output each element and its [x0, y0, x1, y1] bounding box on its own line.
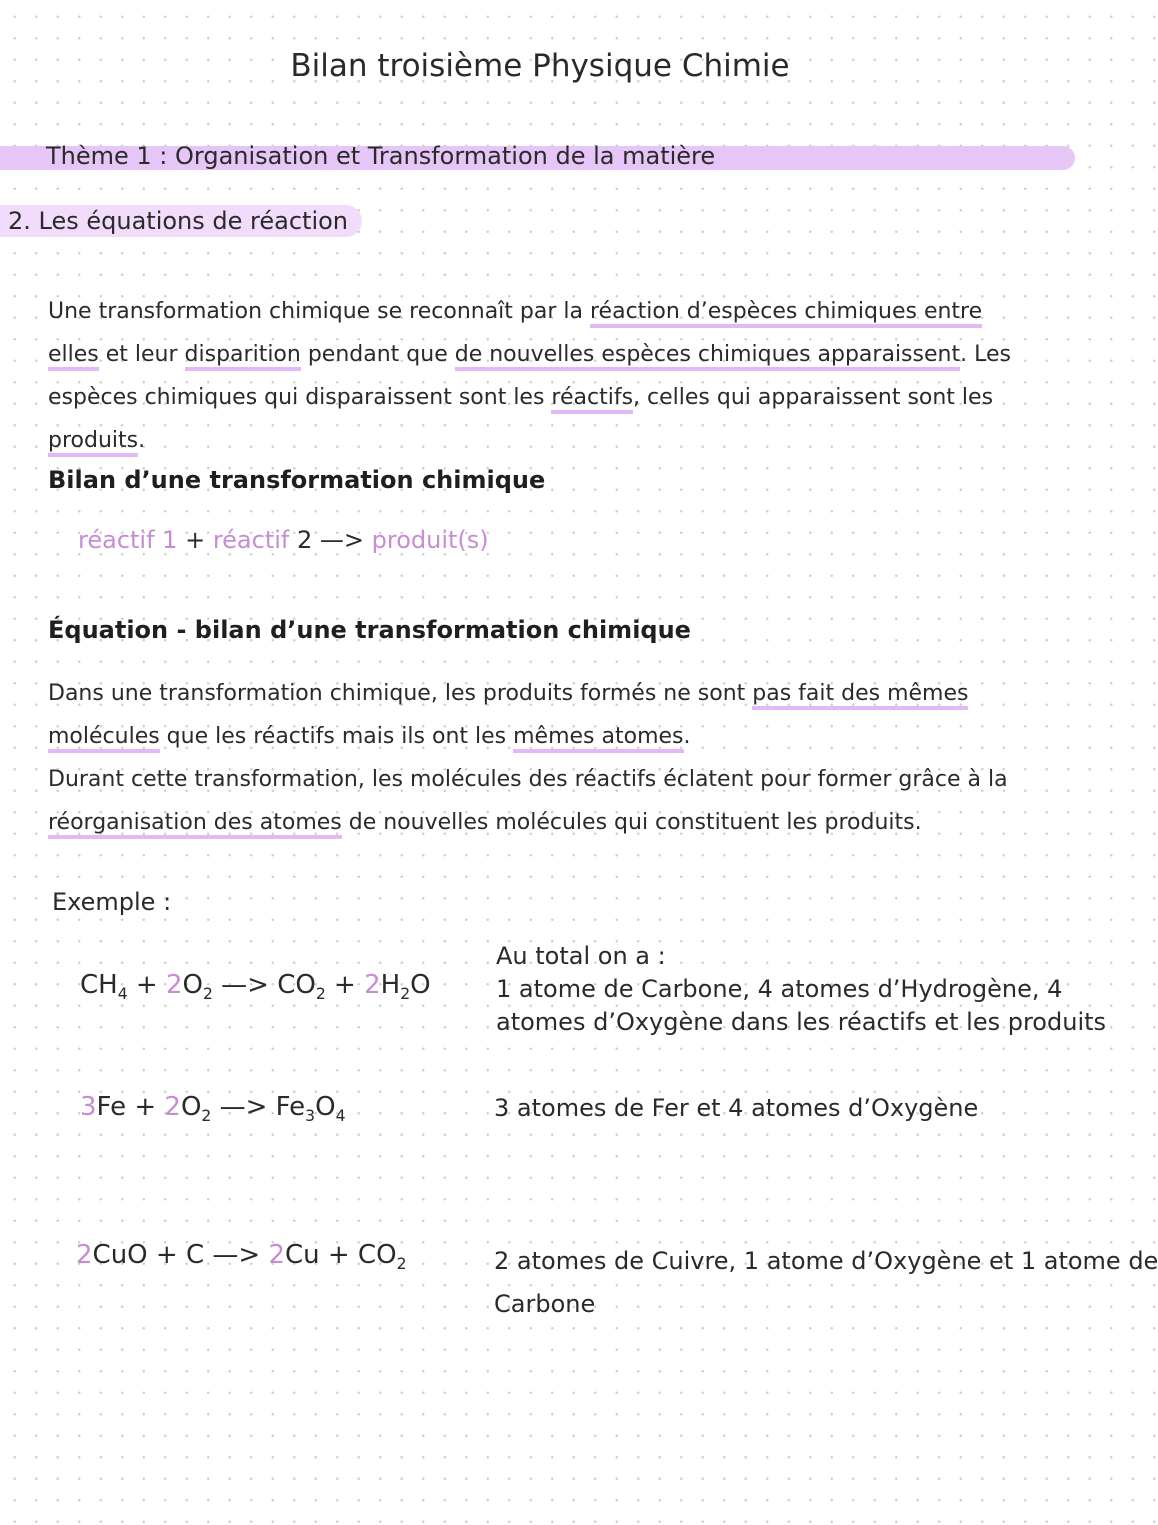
eq-part: O [182, 970, 203, 1000]
eq-highlight: réorganisation des atomes [48, 810, 342, 839]
example-equation-3 [76, 1240, 406, 1273]
intro-text: . [138, 428, 146, 453]
section-heading: 2. Les équations de réaction [0, 205, 362, 237]
page-title: Bilan troisième Physique Chimie [290, 48, 790, 84]
intro-highlight: réaction d’espèces chimiques entre elles [48, 299, 982, 371]
eq-subscript: 2 [201, 1107, 212, 1126]
theme-heading: Thème 1 : Organisation et Transformation de la matière [46, 142, 716, 170]
eq-highlight: pas fait des mêmes molécules [48, 681, 968, 753]
intro-text: , celles qui apparaissent sont les [633, 385, 994, 410]
reactif-2: réactif [212, 526, 290, 554]
reactif-1: réactif 1 [78, 526, 178, 554]
intro-text: pendant que [300, 342, 455, 367]
intro-highlight: produits [48, 428, 138, 457]
eq-part: CH [80, 970, 118, 1000]
intro-text: . Les espèces chimiques qui disparaissent sont les [48, 342, 1011, 410]
eq-text: de nouvelles molécules qui constituent les produits. [341, 810, 922, 835]
intro-highlight: réactifs [551, 385, 633, 414]
note-line: Au total on a : [496, 942, 666, 970]
eq-part: Fe + [96, 1092, 165, 1122]
eq-part: O [410, 970, 431, 1000]
eq-subscript: 4 [117, 985, 128, 1004]
eq-part: H [380, 970, 401, 1000]
example-note-2: 3 atomes de Fer et 4 atomes d’Oxygène [494, 1094, 979, 1122]
equation-paragraph-2 [48, 758, 1033, 844]
example-note-1 [496, 940, 1106, 1039]
intro-highlight: disparition [185, 342, 301, 371]
eq-coefficient: 2 [164, 1092, 181, 1122]
eq-part: + [127, 970, 166, 1000]
eq-highlight: mêmes atomes [513, 724, 683, 753]
eq-coefficient: 3 [80, 1092, 97, 1122]
intro-highlight: de nouvelles espèces chimiques apparaissent [455, 342, 960, 371]
note-line: atomes d’Oxygène dans les réactifs et les produits [496, 1008, 1107, 1036]
equation-paragraph-1 [48, 672, 1033, 758]
plus-sign: + [177, 526, 213, 554]
eq-text: . [683, 724, 691, 749]
example-equation-2 [80, 1092, 345, 1125]
note-line: Carbone [494, 1290, 596, 1318]
example-label: Exemple : [52, 888, 172, 916]
note-line: 1 atome de Carbone, 4 atomes d’Hydrogène, 4 [496, 975, 1063, 1003]
eq-part: Cu + CO [284, 1240, 397, 1270]
equation-bilan-heading: Équation - bilan d’une transformation chimique [48, 616, 691, 644]
eq-text: que les réactifs mais ils ont les [159, 724, 514, 749]
produits: produit(s) [371, 526, 489, 554]
eq-coefficient: 2 [364, 970, 381, 1000]
eq-part: —> Fe [211, 1092, 306, 1122]
eq-coefficient: 2 [76, 1240, 93, 1270]
eq-part: O [315, 1092, 336, 1122]
eq-coefficient: 2 [165, 970, 183, 1000]
eq-subscript: 2 [315, 985, 326, 1004]
eq-subscript: 3 [305, 1107, 316, 1126]
bilan-formula [78, 526, 489, 554]
eq-text: Dans une transformation chimique, les produits formés ne sont [48, 681, 753, 706]
eq-subscript: 2 [396, 1255, 407, 1274]
eq-part: CuO + C —> [92, 1240, 269, 1270]
intro-text: et leur [98, 342, 185, 367]
example-note-3 [494, 1240, 1158, 1326]
eq-subscript: 4 [335, 1107, 346, 1126]
intro-text: Une transformation chimique se reconnaît par la [48, 299, 590, 324]
intro-paragraph [48, 290, 1028, 462]
eq-part: O [180, 1092, 202, 1122]
arrow-text: 2 —> [289, 526, 372, 554]
eq-subscript: 2 [202, 985, 213, 1004]
eq-part: + [325, 970, 365, 1000]
example-equation-1 [80, 970, 431, 1003]
eq-part: —> CO [212, 970, 316, 1000]
eq-coefficient: 2 [268, 1240, 285, 1270]
eq-text: Durant cette transformation, les molécules des réactifs éclatent pour former grâce à la [48, 767, 1008, 792]
note-line: 2 atomes de Cuivre, 1 atome d’Oxygène et 1 atome de [494, 1247, 1158, 1275]
eq-subscript: 2 [400, 985, 411, 1004]
bilan-heading: Bilan d’une transformation chimique [48, 466, 546, 494]
